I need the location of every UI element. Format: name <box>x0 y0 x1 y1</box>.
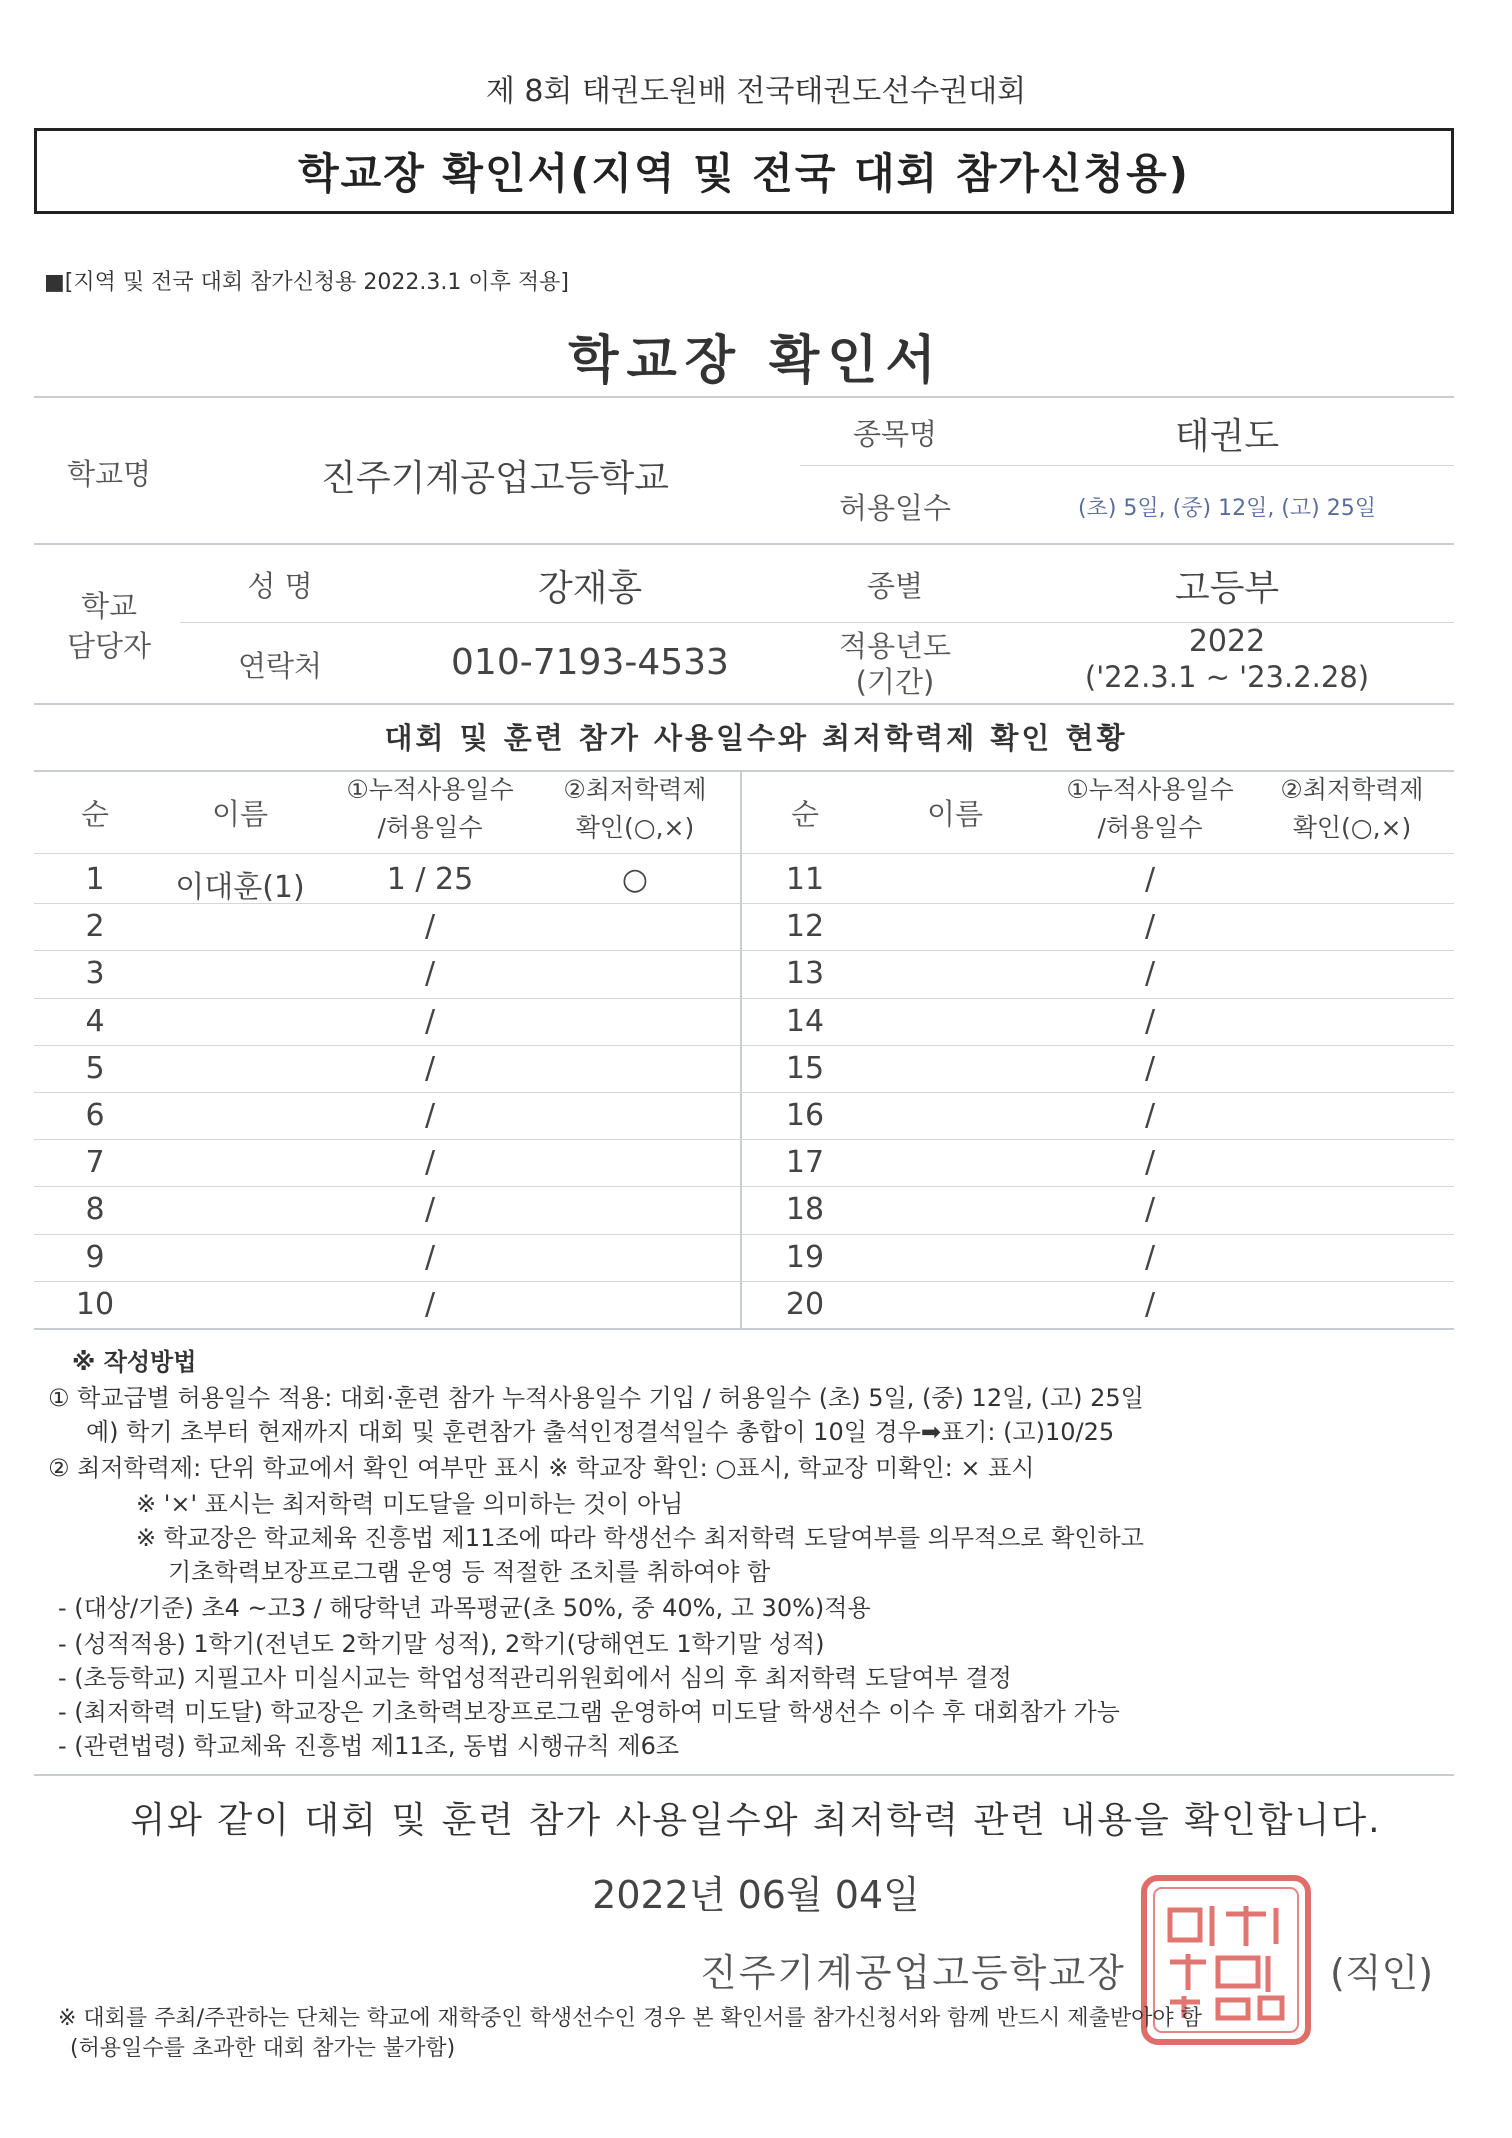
note-line: ① 학교급별 허용일수 적용: 대회·훈련 참가 누적사용일수 기입 / 허용일수 (초) 5일, (중) 12일, (고) 25일 <box>48 1384 1144 1412</box>
phone-label: 연락처 <box>237 649 323 683</box>
col-header-check-right: ②최저학력제 <box>1280 775 1424 804</box>
days-used: / <box>1144 1098 1156 1133</box>
days-used: / <box>1144 956 1156 992</box>
allowed-days-label: 허용일수 <box>838 491 952 525</box>
footer-note-line: (허용일수를 초과한 대회 참가는 불가함) <box>70 2036 456 2061</box>
date-line: 2022년 06월 04일 <box>592 1873 920 1917</box>
col-header-name-right: 이름 <box>926 797 984 831</box>
row-number: 17 <box>785 1145 825 1181</box>
note-line: ※ 학교장은 학교체육 진흥법 제11조에 따라 학생선수 최저학력 도달여부를 의무적으로 확인하고 <box>136 1524 1144 1552</box>
row-number: 5 <box>85 1050 105 1086</box>
row-number: 10 <box>75 1286 115 1322</box>
form-title: 학교장 확인서(지역 및 전국 대회 참가신청용) <box>298 149 1190 198</box>
col-header-check: ②최저학력제 <box>563 775 707 804</box>
note-line: 예) 학기 초부터 현재까지 대회 및 훈련참가 출석인정결석일수 총합이 10일 경우➡표기: (고)10/25 <box>86 1418 1115 1446</box>
name-label: 성 명 <box>247 569 313 603</box>
note-line: - (성적적용) 1학기(전년도 2학기말 성적), 2학기(당해연도 1학기말 성적) <box>58 1630 825 1658</box>
note-line: 기초학력보장프로그램 운영 등 적절한 조치를 취하여야 함 <box>168 1558 771 1586</box>
notes-bottom-rule <box>34 1774 1454 1776</box>
col-header-check-2: 확인(○,×) <box>575 813 695 842</box>
row-rule <box>34 1045 1454 1046</box>
document-heading: 학교장 확인서 <box>568 331 944 391</box>
year-value: 2022 <box>1188 624 1266 659</box>
row-number: 2 <box>85 909 105 945</box>
footer-note-line: ※ 대회를 주최/주관하는 단체는 학교에 재학중인 학생선수인 경우 본 확인서를 참가신청서와 함께 반드시 제출받아야 함 <box>58 2006 1202 2031</box>
year-label-period: (기간) <box>855 665 935 699</box>
category-label: 종별 <box>866 569 924 603</box>
sport-label: 종목명 <box>852 417 938 451</box>
days-used: / <box>1144 1192 1156 1228</box>
category-value: 고등부 <box>1174 568 1280 609</box>
section-heading: 대회 및 훈련 참가 사용일수와 최저학력제 확인 현황 <box>384 721 1128 755</box>
school-label: 학교명 <box>66 457 152 491</box>
school-value: 진주기계공업고등학교 <box>321 458 669 499</box>
footer-note <box>58 2004 1202 2064</box>
row-number: 18 <box>785 1192 825 1228</box>
row-number: 7 <box>85 1145 105 1181</box>
row-number: 9 <box>85 1239 105 1275</box>
row-number: 19 <box>785 1239 825 1275</box>
days-used: / <box>424 1050 436 1086</box>
row-number: 14 <box>785 1003 825 1039</box>
applies-note: ■[지역 및 전국 대회 참가신청용 2022.3.1 이후 적용] <box>44 270 569 295</box>
year-label: 적용년도 <box>838 629 952 663</box>
col-header-no: 순 <box>80 797 109 831</box>
row-number: 20 <box>785 1286 825 1322</box>
days-used: / <box>1144 1145 1156 1181</box>
col-header-days-right: ①누적사용일수 <box>1066 775 1234 804</box>
table-bottom-rule <box>34 1328 1454 1330</box>
row-number: 3 <box>85 956 105 992</box>
days-used: / <box>424 1239 436 1275</box>
row-number: 12 <box>785 909 825 945</box>
period-value: ('22.3.1 ~ '23.2.28) <box>1084 660 1370 694</box>
seal-label: (직인) <box>1330 1951 1434 1995</box>
row-number: 1 <box>85 862 105 897</box>
days-used: / <box>1144 862 1156 897</box>
row-rule <box>34 1139 1454 1140</box>
col-header-name: 이름 <box>211 797 269 831</box>
notes-heading: ※ 작성방법 <box>72 1348 197 1376</box>
contact-group-label: 학교 <box>80 589 138 623</box>
confirmation-sentence: 위와 같이 대회 및 훈련 참가 사용일수와 최저학력 관련 내용을 확인합니다. <box>130 1800 1382 1841</box>
row-rule <box>34 1234 1454 1235</box>
col-header-days-2: /허용일수 <box>377 813 483 842</box>
days-used: / <box>424 1003 436 1039</box>
days-used: / <box>424 956 436 992</box>
name-value: 강재홍 <box>537 568 643 609</box>
allowed-days-value: (초) 5일, (중) 12일, (고) 25일 <box>1078 496 1376 521</box>
event-title: 제 8회 태권도원배 전국태권도선수권대회 <box>485 74 1027 109</box>
days-used: / <box>424 1098 436 1133</box>
days-used: 1 / 25 <box>386 862 474 897</box>
info-rule <box>180 622 1454 623</box>
note-line: ※ '×' 표시는 최저학력 미도달을 의미하는 것이 아님 <box>136 1490 684 1518</box>
sport-value: 태권도 <box>1174 416 1280 457</box>
days-used: / <box>424 1145 436 1181</box>
col-header-days: ①누적사용일수 <box>346 775 514 804</box>
row-number: 8 <box>85 1192 105 1228</box>
row-number: 13 <box>785 956 825 992</box>
col-header-days-right-2: /허용일수 <box>1097 813 1203 842</box>
row-rule <box>34 950 1454 951</box>
row-number: 6 <box>85 1098 105 1133</box>
col-header-check-right-2: 확인(○,×) <box>1292 813 1412 842</box>
note-line: - (대상/기준) 초4 ~고3 / 해당학년 과목평균(초 50%, 중 40%, 고 30%)적용 <box>58 1594 871 1622</box>
school-signature: 진주기계공업고등학교장 <box>700 1951 1126 1995</box>
days-used: / <box>1144 1003 1156 1039</box>
row-number: 15 <box>785 1050 825 1086</box>
row-number: 4 <box>85 1003 105 1039</box>
note-line: ② 최저학력제: 단위 학교에서 확인 여부만 표시 ※ 학교장 확인: ○표시, 학교장 미확인: × 표시 <box>48 1454 1035 1482</box>
row-rule <box>34 1092 1454 1093</box>
days-used: / <box>1144 909 1156 945</box>
contact-group-label: 담당자 <box>66 629 152 663</box>
form-title-box <box>34 128 1454 214</box>
days-used: / <box>1144 1239 1156 1275</box>
note-line: - (최저학력 미도달) 학교장은 기초학력보장프로그램 운영하여 미도달 학생선수 이수 후 대회참가 가능 <box>58 1698 1120 1726</box>
athlete-name: 이대훈(1) <box>175 870 305 905</box>
row-rule <box>34 903 1454 904</box>
row-rule <box>34 1281 1454 1282</box>
info-rule <box>800 465 1454 466</box>
days-used: / <box>424 909 436 945</box>
days-used: / <box>1144 1286 1156 1322</box>
note-line: - (초등학교) 지필고사 미실시교는 학업성적관리위원회에서 심의 후 최저학력 도달여부 결정 <box>58 1664 1012 1692</box>
col-header-no-right: 순 <box>790 797 819 831</box>
info-rule <box>34 703 1454 705</box>
row-number: 11 <box>785 862 825 897</box>
info-rule <box>34 543 1454 545</box>
info-top-rule <box>34 396 1454 398</box>
days-used: / <box>424 1286 436 1322</box>
note-line: - (관련법령) 학교체육 진흥법 제11조, 동법 시행규칙 제6조 <box>58 1732 680 1760</box>
days-used: / <box>1144 1050 1156 1086</box>
grade-check: ○ <box>621 862 649 897</box>
row-rule <box>34 998 1454 999</box>
table-header-rule <box>34 853 1454 854</box>
phone-value: 010-7193-4533 <box>451 642 729 683</box>
row-number: 16 <box>785 1098 825 1133</box>
row-rule <box>34 1186 1454 1187</box>
days-used: / <box>424 1192 436 1228</box>
